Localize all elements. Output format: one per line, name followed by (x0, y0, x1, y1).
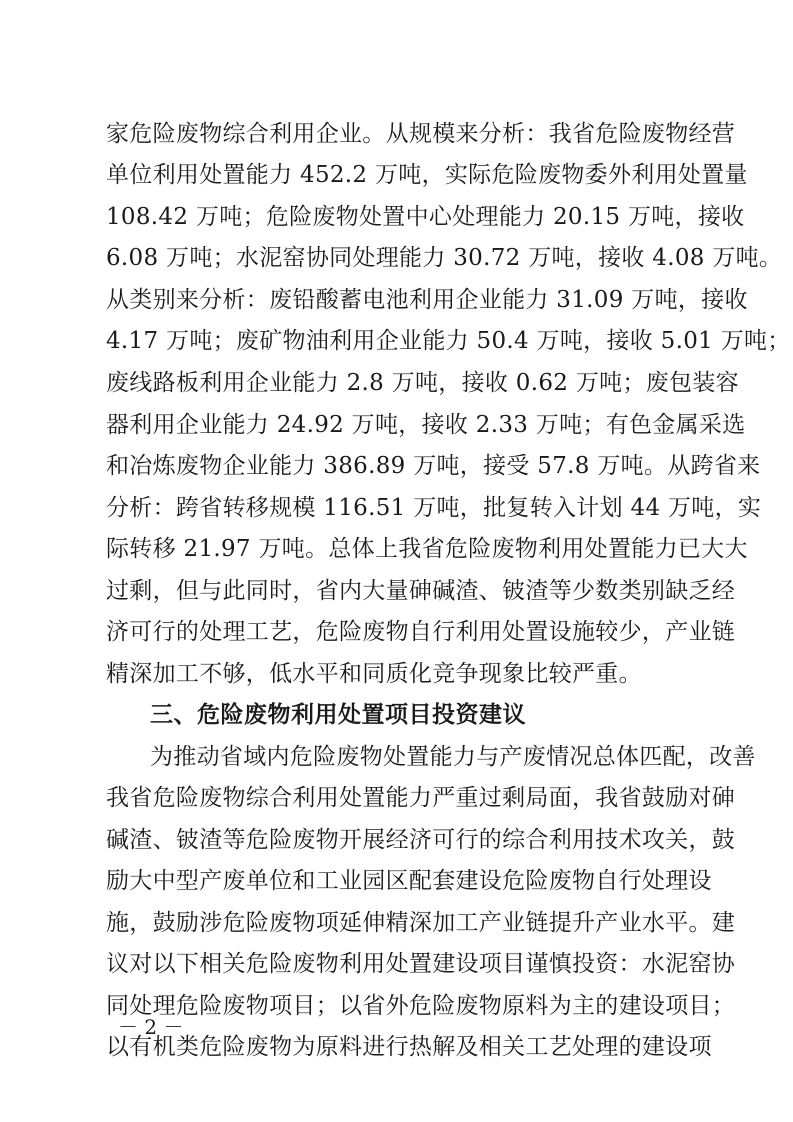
paragraph-line: 以有机类危险废物为原料进行热解及相关工艺处理的建设项 (106, 1034, 712, 1060)
paragraph-line: 废线路板利用企业能力 2.8 万吨，接收 0.62 万吨；废包装容 (106, 370, 739, 396)
paragraph-line: 为推动省域内危险废物处置能力与产废情况总体匹配，改善 (150, 744, 756, 770)
paragraph-line: 从类别来分析：废铅酸蓄电池利用企业能力 31.09 万吨，接收 (106, 287, 748, 313)
paragraph-line: 过剩，但与此同时，省内大量砷碱渣、铍渣等少数类别缺乏经 (106, 578, 736, 604)
page-number: － 2 － (118, 1015, 184, 1039)
paragraph-line: 家危险废物综合利用企业。从规模来分析：我省危险废物经营 (106, 121, 736, 147)
paragraph-line: 精深加工不够，低水平和同质化竞争现象比较严重。 (106, 661, 642, 687)
paragraph-line: 我省危险废物综合利用处置能力严重过剩局面，我省鼓励对砷 (106, 785, 736, 811)
paragraph-line: 4.17 万吨；废矿物油利用企业能力 50.4 万吨，接收 5.01 万吨； (106, 328, 791, 354)
paragraph-line: 6.08 万吨；水泥窑协同处理能力 30.72 万吨，接收 4.08 万吨。 (106, 245, 783, 271)
paragraph-line: 励大中型产废单位和工业园区配套建设危险废物自行处理设 (106, 868, 712, 894)
paragraph-line: 施，鼓励涉危险废物项延伸精深加工产业链提升产业水平。建 (106, 910, 736, 936)
paragraph-line: 济可行的处理工艺，危险废物自行利用处置设施较少，产业链 (106, 619, 736, 645)
paragraph-line: 单位利用处置能力 452.2 万吨，实际危险废物委外利用处置量 (106, 162, 748, 188)
paragraph-line: 碱渣、铍渣等危险废物开展经济可行的综合利用技术攻关，鼓 (106, 827, 736, 853)
paragraph-line: 和冶炼废物企业能力 386.89 万吨，接受 57.8 万吨。从跨省来 (106, 453, 761, 479)
paragraph-line: 际转移 21.97 万吨。总体上我省危险废物利用处置能力已大大 (106, 536, 748, 562)
paragraph-line: 同处理危险废物项目；以省外危险废物原料为主的建设项目； (106, 993, 736, 1019)
paragraph-line: 议对以下相关危险废物利用处置建设项目谨慎投资：水泥窑协 (106, 951, 736, 977)
paragraph-line: 108.42 万吨；危险废物处置中心处理能力 20.15 万吨，接收 (106, 204, 745, 230)
paragraph-line: 器利用企业能力 24.92 万吨，接收 2.33 万吨；有色金属采选 (106, 412, 746, 438)
section-heading: 三、危险废物利用处置项目投资建议 (150, 702, 526, 728)
paragraph-line: 分析：跨省转移规模 116.51 万吨，批复转入计划 44 万吨，实 (106, 495, 762, 521)
